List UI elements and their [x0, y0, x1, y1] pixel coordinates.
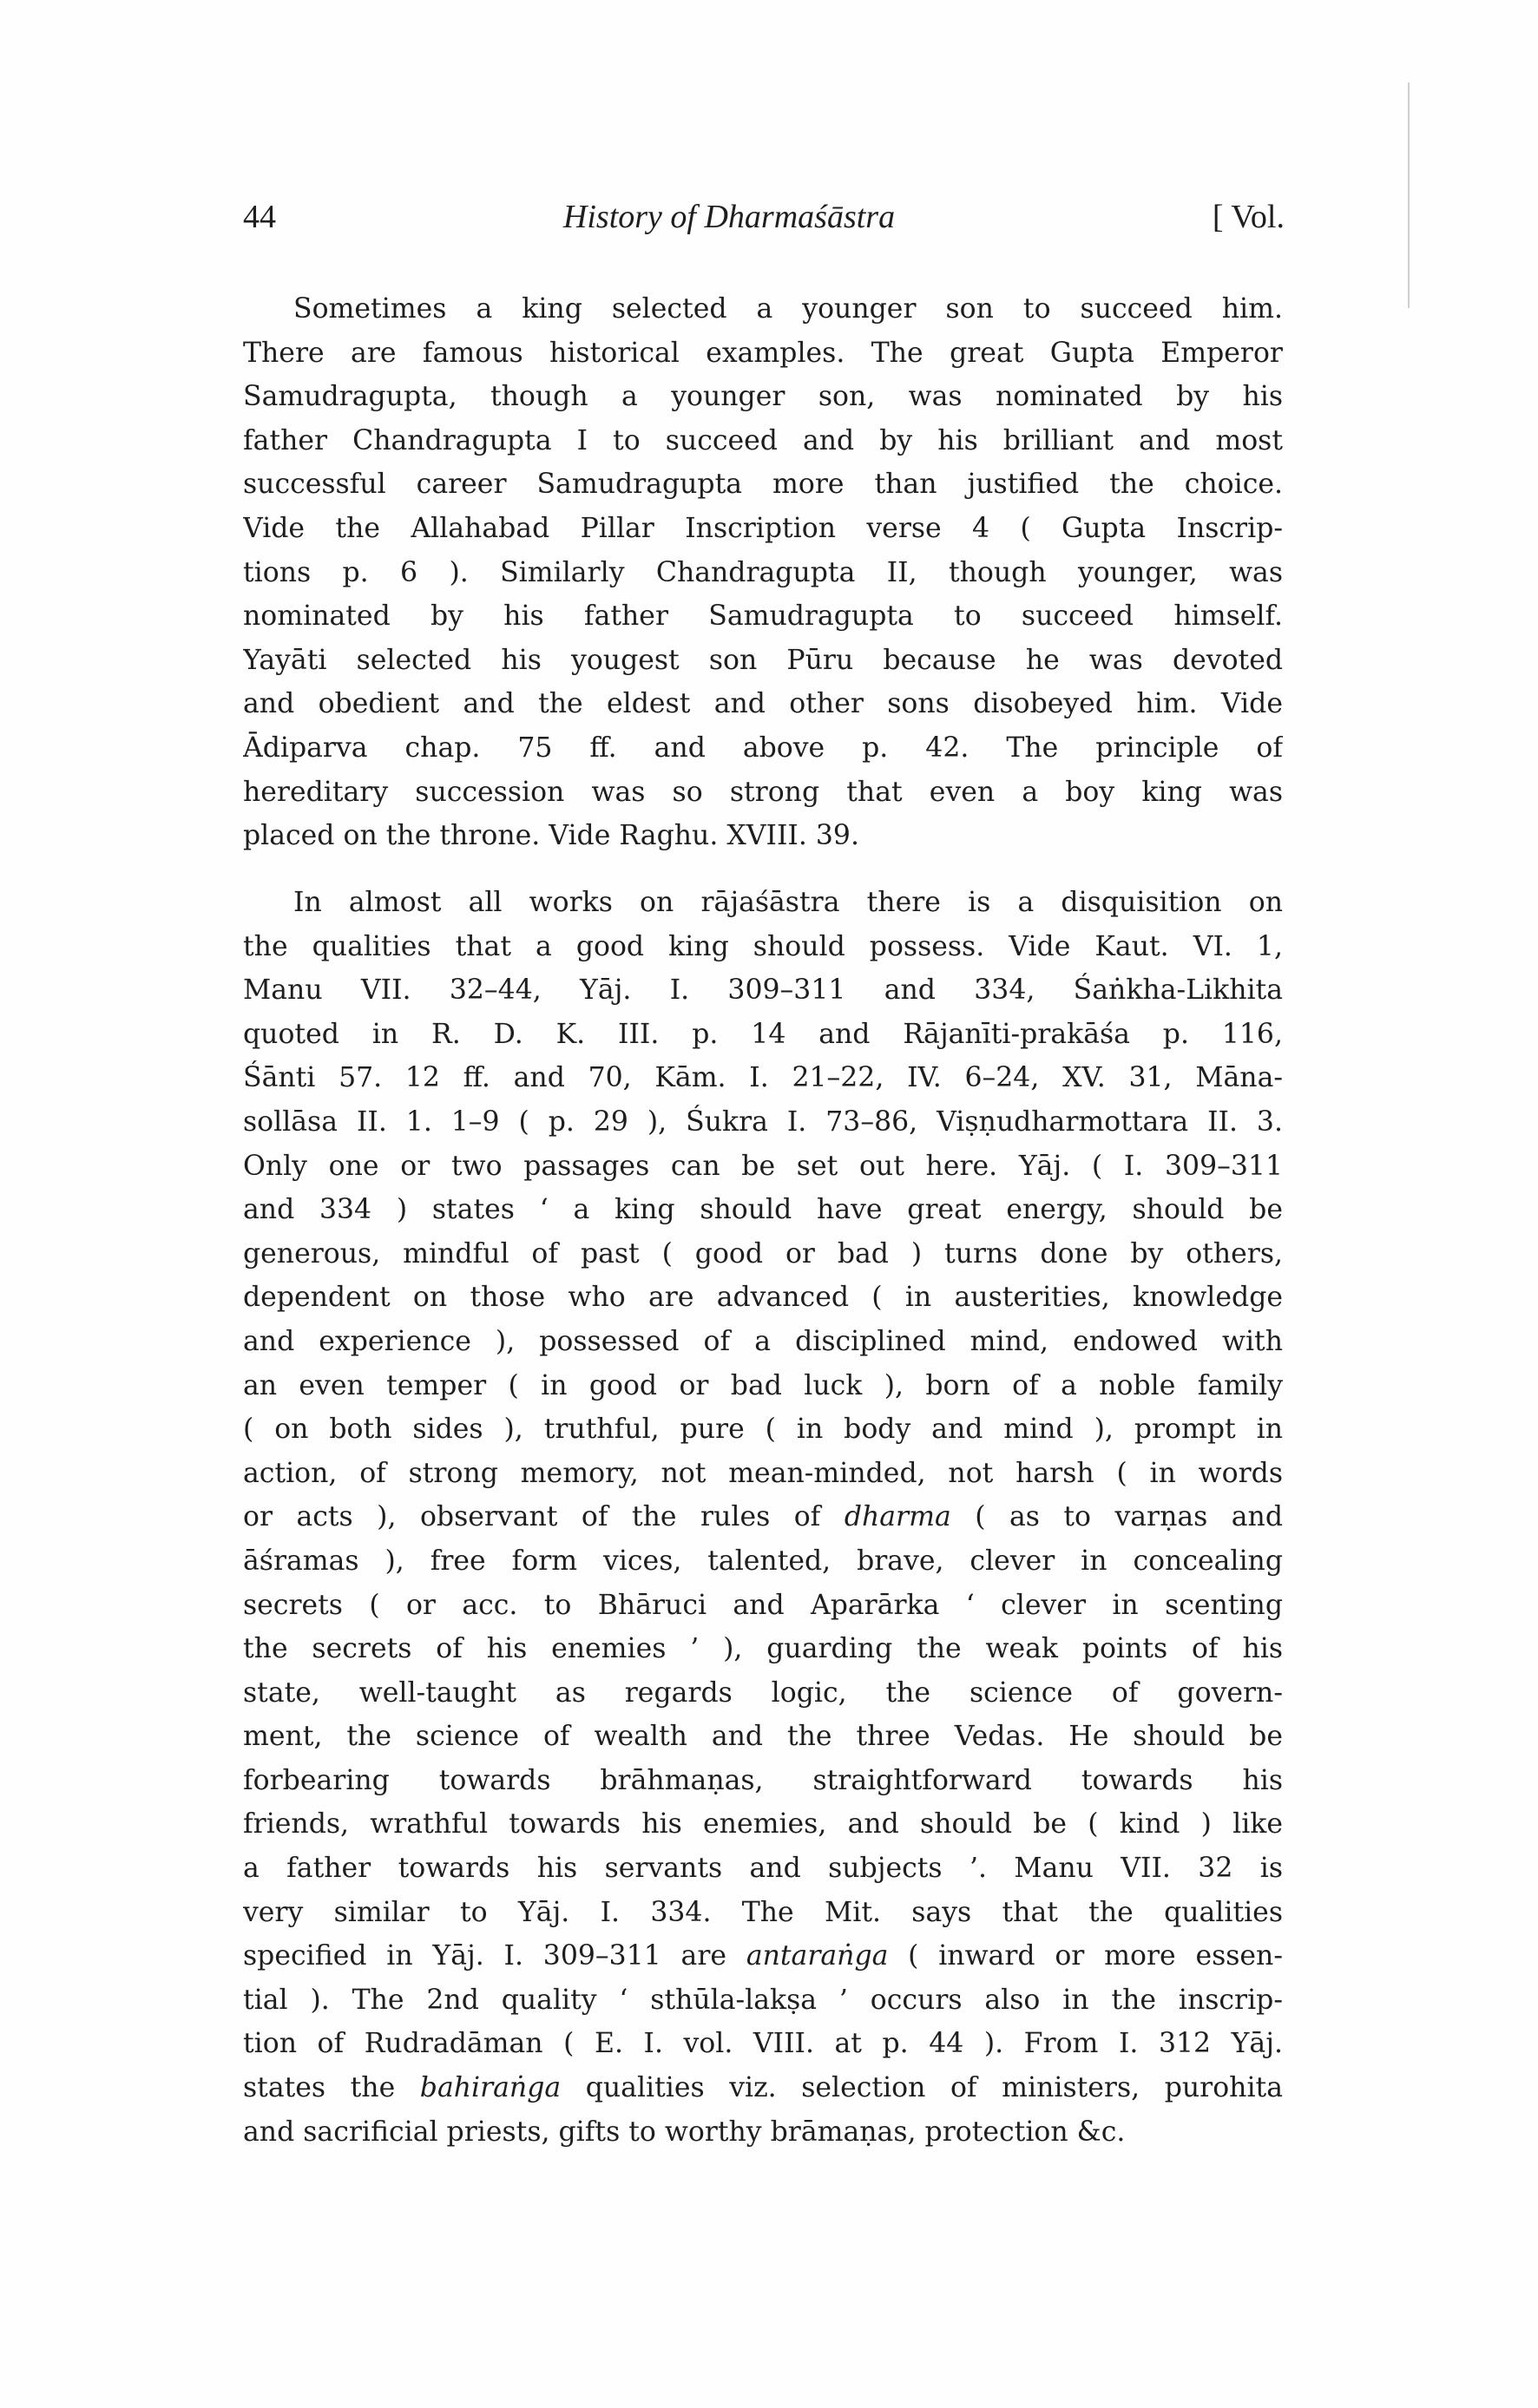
paragraph-succession [243, 287, 1283, 858]
text-line: In almost all works on rājaśāstra there is a disquisition on [293, 887, 1283, 918]
text-line: placed on the throne. Vide Raghu. XVIII. 39. [243, 820, 859, 852]
text-line: and 334 ) states ‘ a king should have great energy, should be [243, 1194, 1283, 1226]
text-line: an even temper ( in good or bad luck ), born of a noble family [243, 1369, 1283, 1401]
text-line: Vide the Allahabad Pillar Inscription verse 4 ( Gupta Inscrip- [243, 512, 1283, 544]
paragraph-king-qualities [243, 881, 1283, 2154]
page-header [243, 198, 1285, 250]
text-line: sollāsa II. 1. 1–9 ( p. 29 ), Śukra I. 73–86, Viṣṇudharmottara II. 3. [243, 1106, 1283, 1138]
text-line: a father towards his servants and subjects ’. Manu VII. 32 is [243, 1853, 1283, 1885]
text-line: state, well-taught as regards logic, the science of govern- [243, 1676, 1283, 1709]
text-line: tial ). The 2nd quality ‘ sthūla-lakṣa ’ occurs also in the inscrip- [243, 1984, 1283, 2016]
text-line: tion of Rudradāman ( E. I. vol. VIII. at p. 44 ). From I. 312 Yāj. [243, 2028, 1283, 2060]
text-line: secrets ( or acc. to Bhāruci and Aparārka ‘ clever in scenting [243, 1589, 1283, 1621]
text-line: tions p. 6 ). Similarly Chandragupta II, though younger, was [243, 556, 1283, 588]
text-line: friends, wrathful towards his enemies, and should be ( kind ) like [243, 1808, 1283, 1840]
text-line: Sometimes a king selected a younger son to succeed him. [293, 293, 1283, 325]
text-line: ment, the science of wealth and the three Vedas. He should be [243, 1721, 1283, 1753]
text-line: āśramas ), free form vices, talented, brave, clever in concealing [243, 1545, 1283, 1577]
text-line: dependent on those who are advanced ( in austerities, knowledge [243, 1282, 1283, 1314]
text-line: the secrets of his enemies ’ ), guarding the weak points of his [243, 1633, 1283, 1665]
text-line: Śānti 57. 12 ff. and 70, Kām. I. 21–22, IV. 6–24, XV. 31, Māna- [243, 1062, 1283, 1094]
text-line: and obedient and the eldest and other sons disobeyed him. Vide [243, 688, 1283, 720]
text-line: action, of strong memory, not mean-minded, not harsh ( in words [243, 1457, 1283, 1489]
text-line: Yayāti selected his yougest son Pūru because he was devoted [243, 644, 1283, 676]
text-line: nominated by his father Samudragupta to succeed himself. [243, 600, 1283, 633]
text-line: hereditary succession was so strong that even a boy king was [243, 776, 1283, 808]
text-line: father Chandragupta I to succeed and by his brilliant and most [243, 424, 1283, 456]
text-line: the qualities that a good king should possess. Vide Kaut. VI. 1, [243, 930, 1283, 962]
volume-mark: [ Vol. [1212, 199, 1285, 235]
text-line: states the bahiraṅga qualities viz. selection of ministers, purohita [243, 2072, 1283, 2104]
text-line: Only one or two passages can be set out here. Yāj. ( I. 309–311 [243, 1150, 1283, 1182]
text-line: and sacrificial priests, gifts to worthy brāmaṇas, protection &c. [243, 2116, 1126, 2148]
text-line: Manu VII. 32–44, Yāj. I. 309–311 and 334, Śaṅkha-Likhita [243, 974, 1283, 1007]
text-line: and experience ), possessed of a disciplined mind, endowed with [243, 1325, 1283, 1357]
page-number: 44 [243, 199, 276, 235]
text-line: ( on both sides ), truthful, pure ( in body and mind ), prompt in [243, 1414, 1283, 1446]
text-line: very similar to Yāj. I. 334. The Mit. says that the qualities [243, 1896, 1283, 1928]
text-line: successful career Samudragupta more than justified the choice. [243, 469, 1283, 501]
text-line: There are famous historical examples. The great Gupta Emperor [243, 337, 1283, 369]
text-line: generous, mindful of past ( good or bad ) turns done by others, [243, 1237, 1283, 1270]
text-line: Samudragupta, though a younger son, was nominated by his [243, 381, 1283, 413]
text-line: forbearing towards brāhmaṇas, straightforward towards his [243, 1764, 1283, 1796]
scan-edge-mark [1408, 82, 1410, 308]
text-line: specified in Yāj. I. 309–311 are antaraṅga ( inward or more essen- [243, 1940, 1283, 1972]
text-line: Ādiparva chap. 75 ff. and above p. 42. The principle of [243, 732, 1283, 764]
running-title: History of Dharmaśāstra [562, 199, 896, 235]
text-line: quoted in R. D. K. III. p. 14 and Rājanīti-prakāśa p. 116, [243, 1018, 1283, 1050]
text-line: or acts ), observant of the rules of dharma ( as to varṇas and [243, 1501, 1283, 1533]
